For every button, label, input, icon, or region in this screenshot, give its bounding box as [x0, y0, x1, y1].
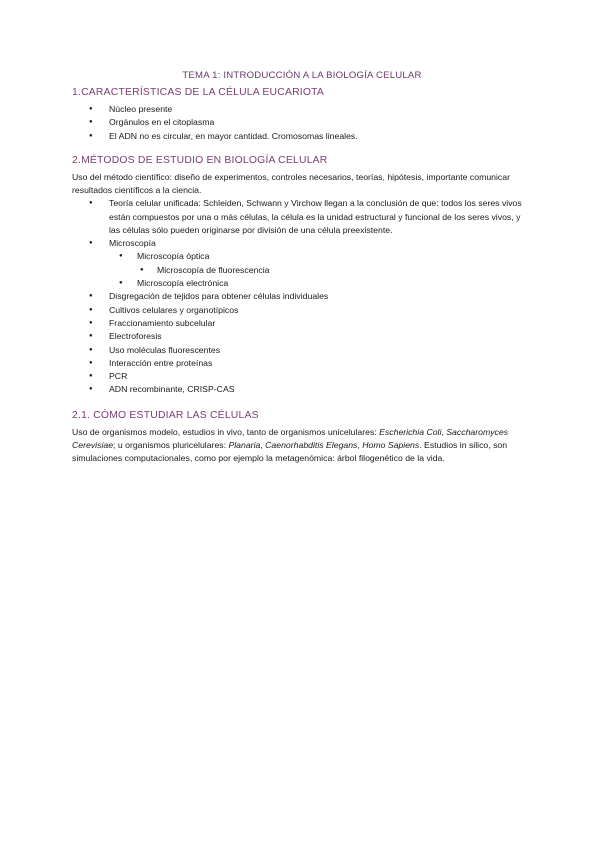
optical-sublist: [137, 264, 532, 277]
list-item: ● Núcleo presente: [72, 103, 532, 116]
organism-name: Escherichia Coli: [379, 426, 442, 437]
list-item: ● Orgánulos en el citoplasma: [72, 116, 532, 129]
list-item: ● PCR: [72, 370, 532, 383]
section-2-heading: 2.MÉTODOS DE ESTUDIO EN BIOLOGÍA CELULAR: [72, 154, 328, 166]
document-page: [72, 70, 532, 465]
document-title: TEMA 1: INTRODUCCIÓN A LA BIOLOGÍA CELULAR: [182, 70, 422, 81]
list-item: [72, 237, 532, 290]
section-1-heading: 1.CARACTERÍSTICAS DE LA CÉLULA EUCARIOTA: [72, 87, 325, 98]
section-1-list: [72, 103, 532, 143]
para-text: . Estudios in silico, son simulaciones computacionales, como por ejemplo la metagenómica: árbol filogenético de la vida.: [72, 439, 508, 464]
list-item: ● ADN recombinante, CRISP-CAS: [72, 383, 532, 396]
list-item: ● Fraccionamiento subcelular: [72, 317, 532, 330]
para-text: ,: [260, 439, 266, 450]
list-item: ● Electroforesis: [72, 330, 532, 343]
list-item: ● Disgregación de tejidos para obtener células individuales: [72, 290, 532, 303]
list-item: ● Interacción entre proteínas: [72, 357, 532, 370]
theory-item-text: Teoría celular unificada: Schleiden, Schwann y Virchow llegan a la conclusión de que: todos los seres vivos están compuestos por una o más células, la célula es la unidad estructural y funcional de los seres vivos, y las células sólo pueden originarse por división de una célula preexistente.: [109, 198, 522, 235]
section-3-paragraph: [72, 426, 532, 466]
organism-name: Homo Sapiens: [362, 439, 420, 450]
section-2-intro: Uso del método científico: diseño de experimentos, controles necesarios, teorías, hipótesis, importante comunicar resultados científicos a la ciencia.: [72, 171, 510, 196]
optical-item-text: Microscopía óptica: [137, 251, 210, 262]
organism-name: Caenorhabditis Elegans: [265, 439, 358, 450]
list-item: ● Microscopía electrónica: [109, 277, 532, 290]
list-item: ● Microscopía de fluorescencia: [137, 264, 532, 277]
para-text: ,: [441, 426, 447, 437]
list-item: [109, 250, 532, 277]
list-item: ● El ADN no es circular, en mayor cantidad. Cromosomas lineales.: [72, 130, 532, 143]
organism-name: Saccharomyces Cerevisiae: [72, 426, 509, 450]
list-item: ● Cultivos celulares y organotípicos: [72, 304, 532, 317]
list-item: [72, 197, 532, 237]
para-text: ; u organismos pluricelulares:: [113, 439, 229, 450]
organism-name: Planaria: [228, 439, 261, 450]
section-3-heading: 2.1. CÓMO ESTUDIAR LAS CÉLULAS: [72, 409, 259, 421]
section-2-list: [72, 197, 532, 396]
microscopy-item-text: Microscopía: [109, 238, 156, 249]
para-text: ,: [357, 439, 363, 450]
microscopy-sublist: [109, 250, 532, 290]
para-text: Uso de organismos modelo, estudios in vivo, tanto de organismos unicelulares:: [72, 426, 380, 437]
list-item: ● Uso moléculas fluorescentes: [72, 344, 532, 357]
